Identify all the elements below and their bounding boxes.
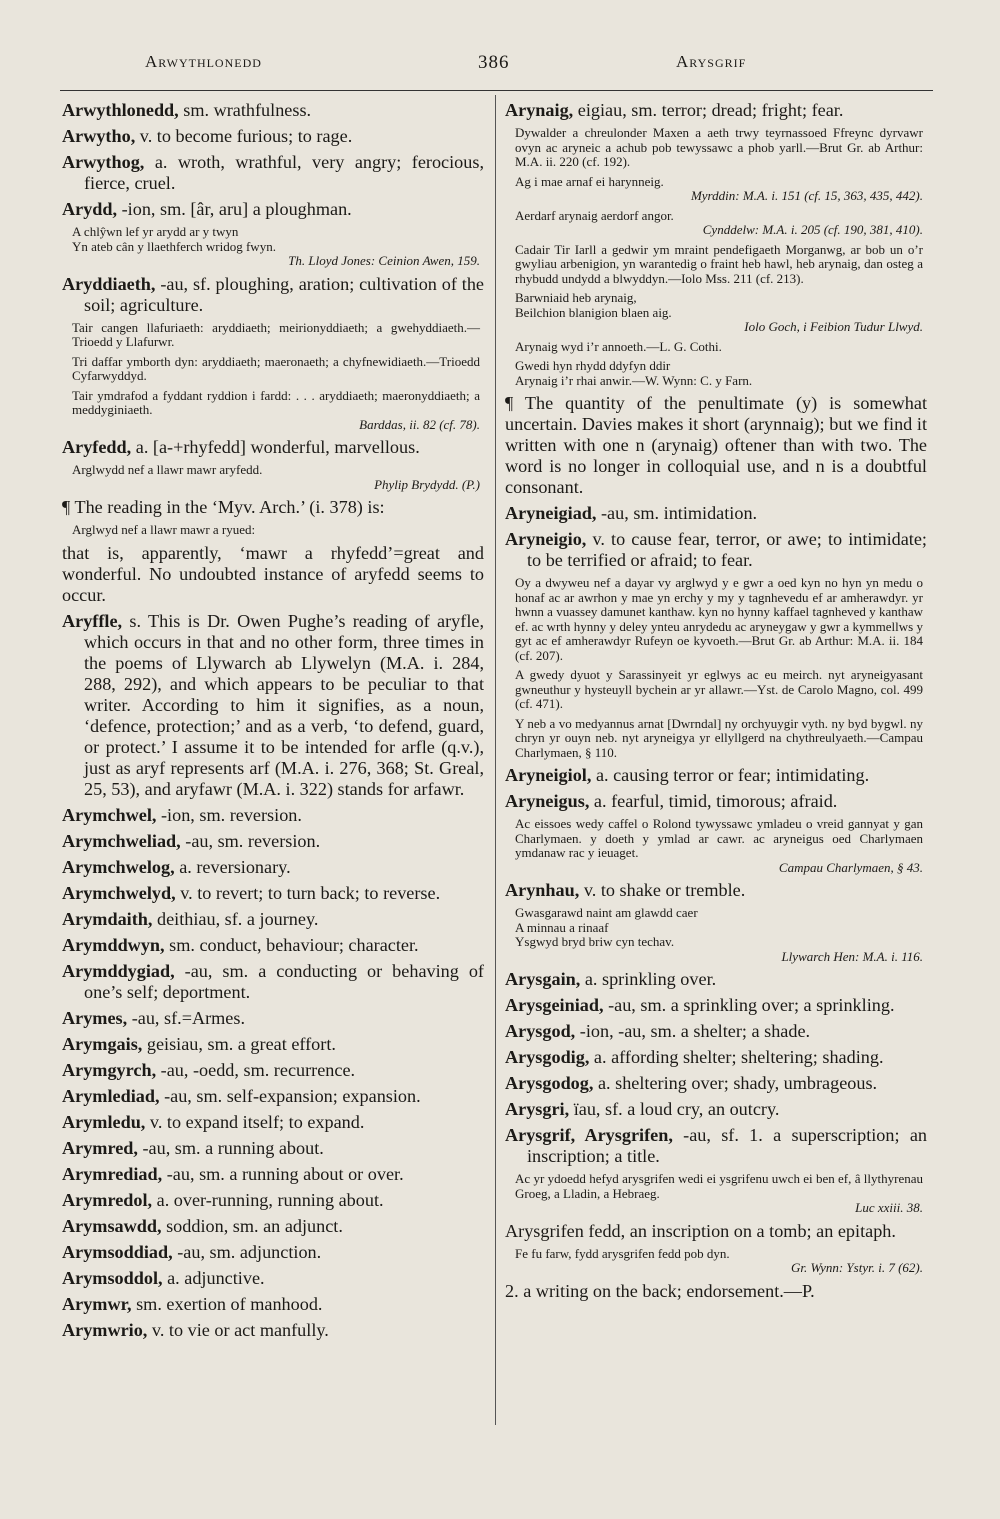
headword: Arymchwel, — [62, 804, 157, 825]
definition: -au, sm. a conducting or behaving of one’s self; deportment. — [84, 960, 484, 1002]
headword: Arymchwelyd, — [62, 882, 176, 903]
headword: Arysgrif, Arysgrifen, — [505, 1125, 673, 1145]
citation-text: Cadair Tir Iarll a gedwir ym mraint pendefigaeth Morganwg, ar bob un o’r gwyliau arbenigion, yn warantedig o fraint heb hawl, heb arynaig, dan osteg a rhybudd undydd a blwyddyn.—Iolo Mss. 211 (cf. 213). — [515, 241, 923, 286]
definition: -au, sm. self-expansion; expansion. — [159, 1085, 421, 1106]
dictionary-entry — [62, 100, 484, 121]
citation-text: Ac yr ydoedd hefyd arysgrifen wedi ei ysgrifenu uwch ei ben ef, â llythyrenau Groeg, a Lladin, a Hebraeg. — [515, 1171, 923, 1201]
citation-text: Arglwydd nef a llawr mawr aryfedd. — [72, 462, 263, 477]
dictionary-entry — [62, 1294, 484, 1315]
definition: -au, sm. a running about or over. — [162, 1163, 404, 1184]
dictionary-entry — [505, 1073, 927, 1094]
headword: Arynhau, — [505, 880, 580, 900]
citation — [505, 817, 927, 875]
definition: a. adjunctive. — [162, 1267, 265, 1288]
headword: Arynaig, — [505, 100, 574, 120]
citation-text: Ac eissoes wedy caffel o Rolond tywyssawc ymladeu o vreid gannyat y gan Charlymaen. y doeth y ymlad ar cawr. ac aryneigus oed Charlymaen ymdanaw rac y ieuaget. — [515, 816, 923, 860]
citation-text: Aerdarf arynaig aerdorf angor. — [515, 207, 674, 223]
headword: Aryneigio, — [505, 529, 587, 549]
headword: Arymsoddiad, — [62, 1241, 173, 1262]
headword: Arwythlonedd, — [62, 100, 179, 120]
citation-source: Th. Lloyd Jones: Ceinion Awen, 159. — [288, 253, 480, 268]
dictionary-entry — [62, 199, 484, 220]
headword: Arymsoddol, — [62, 1267, 163, 1288]
dictionary-entry — [62, 274, 484, 316]
citation-source: Barddas, ii. 82 (cf. 78). — [359, 416, 480, 432]
dictionary-entry — [505, 969, 927, 990]
citation-source: Luc xxiii. 38. — [855, 1200, 923, 1215]
definition: -au, sm. a sprinkling over; a sprinkling. — [603, 995, 895, 1015]
left-column — [62, 100, 484, 1346]
citation-text: Gwasgarawd naint am glawdd caer A minnau a rinaaf Ysgwyd bryd briw cyn techav. — [515, 905, 698, 949]
citation-source: Myrddin: M.A. i. 151 (cf. 15, 363, 435, 442). — [690, 188, 923, 203]
dictionary-entry — [62, 1320, 484, 1341]
headword: Arydd, — [62, 199, 118, 219]
citation — [505, 209, 927, 238]
definition: v. to expand itself; to expand. — [145, 1111, 365, 1132]
citation — [62, 523, 484, 538]
citation — [62, 225, 484, 269]
headword: Arwythog, — [62, 152, 145, 172]
dictionary-entry — [62, 126, 484, 147]
definition: s. This is Dr. Owen Pughe’s reading of aryfle, which occurs in that and no other form, three times in the poems of Llywarch ab Llywelyn (M.A. i. 284, 288, 292), and which appears to be peculiar to that writer. According to him it signifies, as a noun, ‘defence, protection;’ and as a verb, ‘to defend, guard, or protect.’ I assume it to be intended for arfle (q.v.), just as aryf represents arf (M.A. i. 276, 368; St. Greal, 25, 53), and aryfawr (M.A. i. 322) stands for arfawr. — [84, 610, 484, 799]
right-column — [505, 100, 927, 1307]
headword: Aryddiaeth, — [62, 273, 156, 294]
dictionary-entry — [505, 791, 927, 812]
headword: Arysgeiniad, — [505, 995, 604, 1015]
citation-source: Cynddelw: M.A. i. 205 (cf. 190, 381, 410). — [702, 222, 923, 237]
headword: Aryneigus, — [505, 791, 590, 811]
definition: a. reversionary. — [174, 856, 291, 877]
definition: v. to cause fear, terror, or awe; to intimidate; to be terrified or afraid; to fear. — [527, 529, 927, 570]
citation — [505, 668, 927, 712]
citation — [62, 463, 484, 492]
definition: -au, sm. adjunction. — [172, 1241, 322, 1262]
headword: Arymledu, — [62, 1111, 146, 1132]
definition: v. to revert; to turn back; to reverse. — [175, 882, 441, 903]
headword: Arysgodog, — [505, 1073, 594, 1093]
headword: Aryffle, — [62, 610, 123, 631]
dictionary-entry — [62, 883, 484, 904]
definition: -ion, sm. reversion. — [156, 804, 302, 825]
dictionary-entry — [62, 961, 484, 1003]
definition: a. over-running, running about. — [152, 1189, 384, 1210]
dictionary-entry — [62, 1216, 484, 1237]
editorial-note: ¶ The quantity of the penultimate (y) is somewhat uncertain. Davies makes it short (arynnaig); but we find it written with one n (arynaig) oftener than with two. The word is no longer in colloquial use, and n is a doubtful consonant. — [505, 393, 927, 497]
definition: ïau, sf. a loud cry, an outcry. — [569, 1099, 780, 1119]
citation-text: Arglwyd nef a llawr mawr a ryued: — [72, 522, 256, 537]
dictionary-entry — [62, 909, 484, 930]
dictionary-entry — [62, 857, 484, 878]
citation — [505, 576, 927, 663]
dictionary-entry — [505, 100, 927, 121]
headword: Aryneigiad, — [505, 503, 597, 523]
definition: geisiau, sm. a great effort. — [142, 1033, 336, 1054]
dictionary-entry — [505, 765, 927, 786]
citation — [505, 126, 927, 170]
definition: v. to shake or tremble. — [579, 880, 746, 900]
headword: Arymes, — [62, 1007, 128, 1028]
dictionary-entry — [62, 831, 484, 852]
editorial-note: Arysgrifen fedd, an inscription on a tomb; an epitaph. — [505, 1220, 896, 1241]
dictionary-entry — [62, 935, 484, 956]
citation-text: Y neb a vo medyannus arnat [Dwrndal] ny orchyuygir vyth. ny byd bygwl. ny chryn yr ouyn neb. nyt aryneigya yr ellyllgerd na chythreulyaeth.—Campau Charlymaen, § 110. — [515, 715, 923, 760]
headword: Arymddygiad, — [62, 960, 175, 981]
dictionary-entry — [505, 529, 927, 571]
headword: Arymsawdd, — [62, 1215, 162, 1236]
editorial-note: ¶ The reading in the ‘Myv. Arch.’ (i. 378) is: — [62, 497, 385, 517]
headword: Arymgais, — [62, 1033, 143, 1054]
dictionary-entry — [505, 1125, 927, 1167]
headword: Arymwr, — [62, 1293, 132, 1314]
citation — [62, 355, 484, 384]
citation-text: Barwniaid heb arynaig, Beilchion blanigion blaen aig. — [515, 290, 672, 320]
citation-text: Oy a dwyweu nef a dayar vy arglwyd y e gwr a oed kyn no hyn yn medu o honaf ac ar awrhon y mae yn erchy y my y tagnhevedu ef ar amherawdyr. yr hwnn a vuassey damunet kanthaw. kyn no hynny kaffael tagnheved y kanthaw ef. ac wrth hynny y deley ynteu anrydedu ac aryneygaw y gwr a kymmellws y gyt ac ef amherawdyr Rufeyn oe kyvoeth.—Brut Gr. ab Arthur: M.A. ii. 184 (cf. 207). — [515, 575, 923, 663]
definition: -au, sf. ploughing, aration; cultivation of the soil; agriculture. — [84, 273, 484, 315]
dictionary-entry — [62, 1190, 484, 1211]
dictionary-entry — [62, 805, 484, 826]
definition: sm. wrathfulness. — [178, 100, 312, 120]
definition: a. sprinkling over. — [580, 969, 717, 989]
citation-text: Ag i mae arnaf ei harynneig. — [515, 173, 664, 189]
dictionary-entry — [505, 880, 927, 901]
dictionary-entry — [505, 1047, 927, 1068]
dictionary-entry — [505, 995, 927, 1016]
definition: deithiau, sf. a journey. — [152, 908, 319, 929]
citation-source: Phylip Brydydd. (P.) — [374, 476, 480, 492]
definition: -au, -oedd, sm. recurrence. — [156, 1059, 356, 1080]
headword: Arymgyrch, — [62, 1059, 157, 1080]
headword: Arymchweliad, — [62, 830, 181, 851]
definition: -ion, -au, sm. a shelter; a shade. — [575, 1021, 811, 1041]
citation-text: Dywalder a chreulonder Maxen a aeth trwy teyrnassoed Ffreync dyrvawr ovyn ac aryneic a achub pob tewyssawc a phob yarll.—Brut Gr. ab Arthur: M.A. ii. 220 (cf. 192). — [515, 125, 923, 169]
dictionary-entry — [62, 437, 484, 458]
citation-text: Tri daffar ymborth dyn: aryddiaeth; maeronaeth; a chyfnewidiaeth.—Trioedd Cyfarwyddyd. — [72, 353, 480, 383]
headword: Arymrediad, — [62, 1163, 163, 1184]
definition: a. wroth, wrathful, very angry; ferocious, fierce, cruel. — [84, 152, 484, 193]
headword: Arysgain, — [505, 969, 581, 989]
headword: Aryneigiol, — [505, 765, 592, 785]
citation-source: Campau Charlymaen, § 43. — [778, 859, 923, 875]
headword: Arymdaith, — [62, 908, 153, 929]
citation-source: Iolo Goch, i Feibion Tudur Llwyd. — [744, 319, 923, 334]
headword: Arysgodig, — [505, 1047, 590, 1067]
dictionary-entry — [505, 1099, 927, 1120]
headword: Arymlediad, — [62, 1085, 160, 1106]
citation — [505, 1247, 927, 1276]
citation — [505, 906, 927, 964]
dictionary-entry — [62, 1112, 484, 1133]
dictionary-entry — [62, 1034, 484, 1055]
headword: Arymchwelog, — [62, 856, 175, 877]
definition: v. to vie or act manfully. — [147, 1319, 329, 1340]
column-divider — [495, 95, 496, 1425]
editorial-note: 2. a writing on the back; endorsement.—P. — [505, 1280, 815, 1301]
citation-text: Gwedi hyn rhydd ddyfyn ddir Arynaig i’r rhai anwir.—W. Wynn: C. y Farn. — [515, 358, 753, 388]
headword: Arymred, — [62, 1137, 138, 1158]
citation-text: A chlŷwn lef yr arydd ar y twyn Yn ateb cân y llaethferch wridog fwyn. — [72, 224, 276, 254]
definition: -au, sm. intimidation. — [596, 503, 758, 523]
citation — [505, 340, 927, 355]
citation-source: Llywarch Hen: M.A. i. 116. — [781, 948, 923, 964]
page-number: 386 — [478, 52, 510, 73]
definition: sm. conduct, behaviour; character. — [164, 934, 419, 955]
citation — [505, 175, 927, 204]
definition: -au, sf.=Armes. — [127, 1007, 245, 1028]
running-head-left: Arwythlonedd — [145, 52, 262, 71]
headword: Arysgri, — [505, 1099, 570, 1119]
citation — [505, 1172, 927, 1216]
header-rule — [60, 90, 933, 91]
dictionary-entry — [505, 1021, 927, 1042]
dictionary-entry — [62, 1008, 484, 1029]
dictionary-entry — [62, 1268, 484, 1289]
citation — [62, 389, 484, 433]
editorial-note: that is, apparently, ‘mawr a rhyfedd’=great and wonderful. No undoubted instance of aryfedd seems to occur. — [62, 542, 484, 605]
definition: a. affording shelter; sheltering; shading. — [589, 1047, 884, 1067]
citation-text: Tair cangen llafuriaeth: aryddiaeth; meirionyddiaeth; a gwehyddiaeth.—Trioedd y Llafurwr. — [72, 319, 480, 349]
definition: a. fearful, timid, timorous; afraid. — [589, 791, 838, 811]
headword: Arwytho, — [62, 126, 136, 146]
citation — [62, 321, 484, 350]
dictionary-entry — [62, 1060, 484, 1081]
citation — [505, 243, 927, 287]
headword: Arysgod, — [505, 1021, 576, 1041]
citation-text: A gwedy dyuot y Sarassinyeit yr eglwys ac eu meirch. nyt aryneigyasant gwneuthur y hysteuyll bychein ar yr allawr.—Yst. de Carolo Magno, col. 499 (cf. 471). — [515, 667, 923, 711]
citation-text: Fe fu farw, fydd arysgrifen fedd pob dyn. — [515, 1245, 730, 1261]
citation — [505, 359, 927, 388]
dictionary-entry — [62, 611, 484, 800]
dictionary-entry — [62, 1164, 484, 1185]
dictionary-entry — [62, 152, 484, 194]
citation — [505, 291, 927, 335]
definition: a. causing terror or fear; intimidating. — [591, 765, 870, 785]
citation-text: Tair ymdrafod a fyddant ryddion i fardd: . . . aryddiaeth; maeronyddiaeth; a meddyginiaeth. — [72, 387, 480, 417]
definition: sm. exertion of manhood. — [131, 1293, 323, 1314]
definition: -ion, sm. [âr, aru] a ploughman. — [117, 199, 352, 219]
definition: -au, sf. 1. a superscription; an inscription; a title. — [527, 1125, 927, 1166]
definition: -au, sm. reversion. — [180, 830, 321, 851]
headword: Arymredol, — [62, 1189, 153, 1210]
headword: Arymwrio, — [62, 1319, 148, 1340]
definition: a. [a-+rhyfedd] wonderful, marvellous. — [131, 437, 420, 457]
definition: soddion, sm. an adjunct. — [161, 1215, 343, 1236]
citation-source: Gr. Wynn: Ystyr. i. 7 (62). — [790, 1260, 923, 1275]
definition: v. to become furious; to rage. — [135, 126, 353, 146]
headword: Arymddwyn, — [62, 934, 165, 955]
headword: Aryfedd, — [62, 437, 132, 457]
dictionary-entry — [62, 1138, 484, 1159]
running-head-right: Arysgrif — [676, 52, 747, 71]
dictionary-entry — [505, 503, 927, 524]
citation — [505, 717, 927, 761]
definition: eigiau, sm. terror; dread; fright; fear. — [573, 100, 844, 120]
definition: a. sheltering over; shady, umbrageous. — [593, 1073, 878, 1093]
dictionary-entry — [62, 1242, 484, 1263]
dictionary-entry — [62, 1086, 484, 1107]
definition: -au, sm. a running about. — [137, 1137, 324, 1158]
citation-text: Arynaig wyd i’r annoeth.—L. G. Cothi. — [515, 338, 722, 354]
